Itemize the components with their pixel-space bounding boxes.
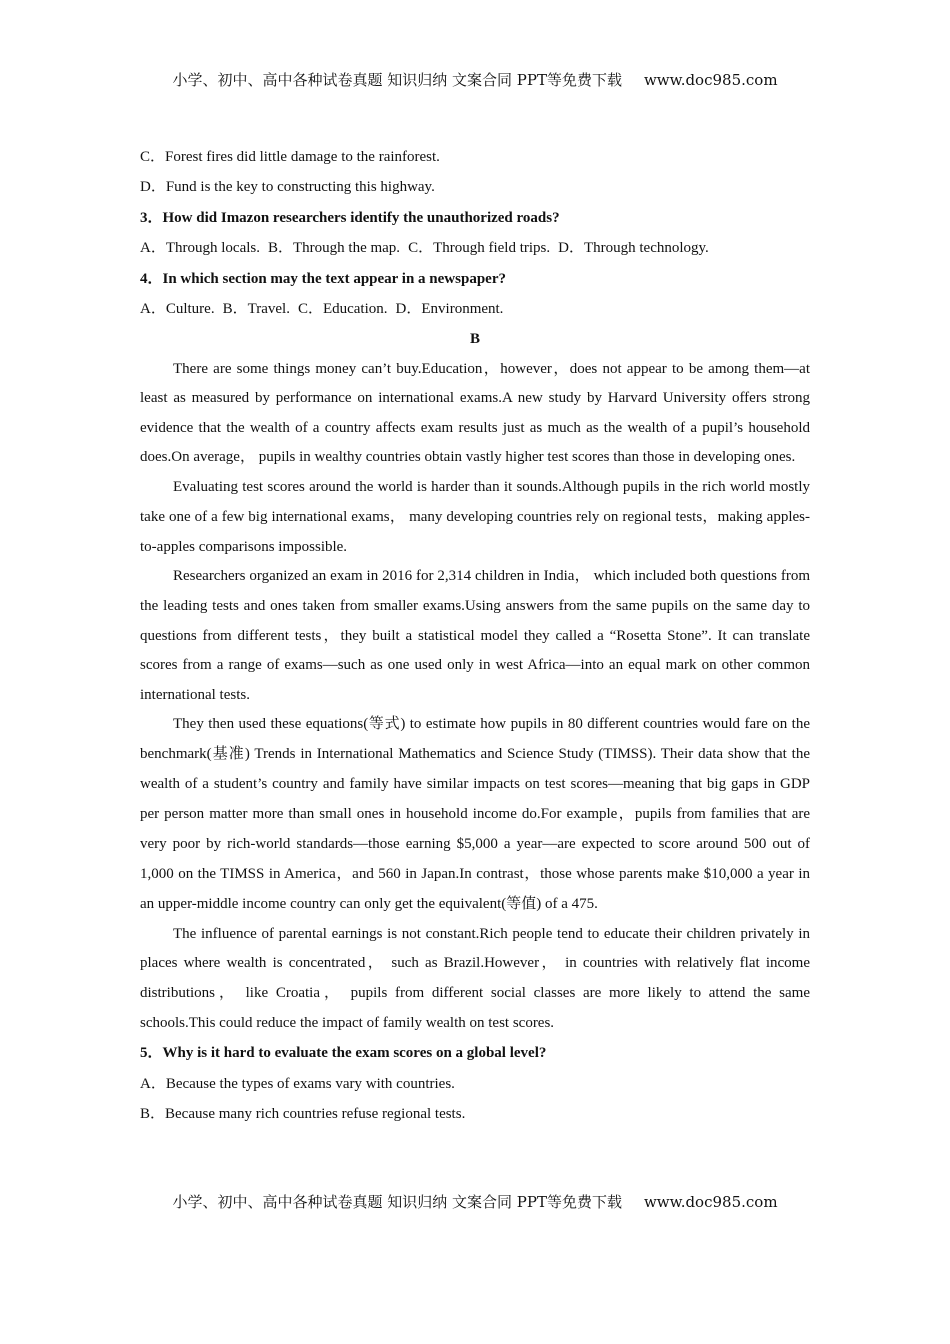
q5-option-a: A．Because the types of exams vary with countries. bbox=[140, 1075, 455, 1092]
q4-option-a: A．Culture. bbox=[140, 300, 215, 317]
q3-option-c: C．Through field trips. bbox=[408, 240, 551, 257]
header-text: 小学、初中、高中各种试卷真题 知识归纳 文案合同 PPT等免费下载 bbox=[172, 71, 622, 89]
header-url: www.doc985.com bbox=[643, 71, 778, 89]
q3-option-b: B．Through the map. bbox=[267, 240, 401, 257]
q3-option-a: A．Through locals. bbox=[140, 240, 260, 257]
passage-paragraph: The influence of parental earnings is not constant.Rich people tend to educate their children privately in places where wealth is concentrated， such as Brazil.However， in countries with relatively flat income distributions， like Croatia， pupils from different social classes are more likely to attend the same schools.This could reduce the impact of family wealth on test scores. bbox=[140, 925, 810, 1031]
document-body bbox=[140, 142, 810, 1130]
passage-title: B bbox=[469, 331, 480, 348]
q4-option-d: D．Environment. bbox=[395, 300, 504, 317]
passage-paragraph: They then used these equations(等式) to estimate how pupils in 80 different countries would fare on the benchmark(基准) Trends in International Mathematics and Science Study (TIMSS). Their data show that the wealth of a student’s country and family have similar impacts on test scores—meaning that big gaps in GDP per person matter more than small ones in household income do.For example，pupils from families that are very poor by rich-world standards—those earning $5,000 a year—are expected to score around 500 out of 1,000 on the TIMSS in America，and 560 in Japan.In contrast，those whose parents make $10,000 a year in an upper-middle income country can only get the equivalent(等值) of a 475. bbox=[140, 716, 810, 912]
q4-options bbox=[140, 294, 810, 324]
q3-question: 3．How did Imazon researchers identify the unauthorized roads? bbox=[140, 209, 560, 226]
page-footer bbox=[0, 1191, 950, 1212]
q4-option-c: C．Education. bbox=[297, 300, 388, 317]
footer-url: www.doc985.com bbox=[643, 1193, 778, 1211]
q2-option-c: C．Forest fires did little damage to the rainforest. bbox=[140, 149, 440, 165]
q3-options bbox=[140, 233, 810, 263]
q4-option-b: B．Travel. bbox=[222, 300, 290, 317]
q4-question: 4．In which section may the text appear in a newspaper? bbox=[140, 270, 506, 287]
q3-option-d: D．Through technology. bbox=[558, 240, 709, 257]
q5-option-b: B．Because many rich countries refuse regional tests. bbox=[140, 1106, 466, 1123]
q5-question: 5．Why is it hard to evaluate the exam scores on a global level? bbox=[140, 1045, 547, 1062]
passage-paragraph: Evaluating test scores around the world is harder than it sounds.Although pupils in the rich world mostly take one of a few big international exams， many developing countries rely on regional tests，making apples-to-apples comparisons impossible. bbox=[140, 479, 810, 556]
passage-paragraph: Researchers organized an exam in 2016 for 2,314 children in India， which included both questions from the leading tests and ones taken from smaller exams.Using answers from the same pupils on the same day to questions from different tests，they built a statistical model they called a “Rosetta Stone”. It can translate scores from a range of exams—such as one used only in west Africa—into an equal mark on other common international tests. bbox=[140, 568, 810, 703]
page-header bbox=[0, 69, 950, 90]
passage-paragraph: There are some things money can’t buy.Education，however，does not appear to be among them—at least as measured by performance on international exams.A new study by Harvard University offers strong evidence that the wealth of a country affects exam results just as much as the wealth of a pupil’s household does.On average， pupils in wealthy countries obtain vastly higher test scores than those in developing ones. bbox=[140, 360, 810, 465]
footer-text: 小学、初中、高中各种试卷真题 知识归纳 文案合同 PPT等免费下载 bbox=[172, 1193, 622, 1211]
q2-option-d: D．Fund is the key to constructing this highway. bbox=[140, 179, 435, 196]
